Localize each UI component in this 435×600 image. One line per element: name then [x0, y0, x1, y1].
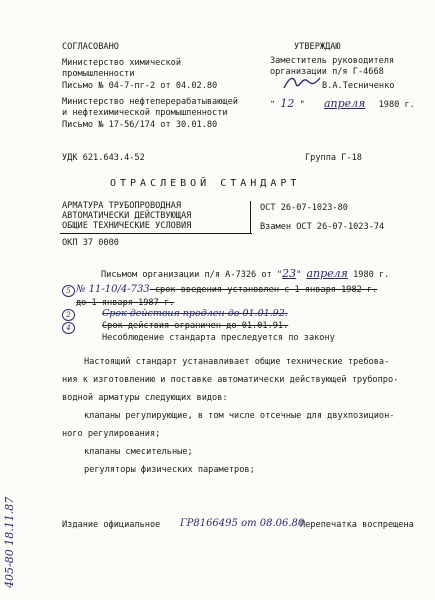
deputy-head: Заместитель руководителя [270, 56, 395, 66]
prosecution-note: Несоблюдение стандарта преследуется по закону [102, 333, 335, 343]
body-line: ного регулирования; [62, 429, 161, 439]
approved-heading: УТВЕРЖДАЮ [294, 42, 341, 52]
title-line-3: ОБЩИЕ ТЕХНИЧЕСКИЕ УСЛОВИЯ [62, 221, 192, 231]
ministry-oil: Министерство нефтеперерабатывающей [62, 97, 238, 107]
intro-letter: Письмом организации п/я А-7326 от "23" апреля 1980 г. [101, 267, 390, 280]
agreed-heading: СОГЛАСОВАНО [62, 42, 119, 52]
amendment-number: 2 [62, 309, 75, 321]
body-line: клапаны регулирующие, в том числе отсечные для двухпозицион- [84, 411, 395, 421]
ministry-oil-2: и нефтехимической промышленности [62, 108, 228, 118]
standard-heading: ОТРАСЛЕВОЙ СТАНДАРТ [110, 178, 301, 189]
amendment-line: Срок действия ограничен до 01.01.91. [102, 321, 289, 331]
title-divider [60, 233, 252, 234]
body-line: клапаны смесительные; [84, 447, 193, 457]
amendment-line: Срок действия продлен до 01.01.92. [102, 308, 288, 319]
udk: УДК 621.643.4-52 [62, 153, 145, 163]
body-line: регуляторы физических параметров; [84, 465, 255, 475]
reprint-forbidden: Перепечатка воспрещена [300, 520, 414, 530]
amendment-number: 4 [62, 322, 75, 334]
amendment-number: 5 [62, 285, 75, 297]
body-line: Настоящий стандарт устанавливает общие технические требова- [84, 357, 390, 367]
body-line: водной арматуры следующих видов: [62, 393, 228, 403]
ost-number: ОСТ 26-07-1023-80 [260, 203, 348, 213]
title-line-1: АРМАТУРА ТРУБОПРОВОДНАЯ [62, 201, 181, 211]
registration-handwritten: ГР8166495 от 08.06.80 [180, 518, 305, 529]
letter-chem: Письмо № 04-7-пг-2 от 04.02.80 [62, 81, 218, 91]
approval-date: " 12 " апреля 1980 г. [270, 97, 415, 110]
margin-handwritten-note: 405-80 18.11.87 [3, 496, 16, 588]
ministry-chem-2: промышленности [62, 69, 135, 79]
okp-code: ОКП 37 0000 [62, 238, 119, 248]
ministry-chem: Министерство химической [62, 58, 181, 68]
group: Группа Г-18 [305, 153, 362, 163]
official-edition: Издание официальное [62, 520, 161, 530]
signature-icon [282, 74, 322, 96]
amendment-line: № 11-10/4-733 срок введения установлен с 1 января 1982 г. [76, 284, 378, 295]
amendment-line: до 1 января 1987 г. [76, 298, 175, 308]
body-line: ния к изготовлению и поставке автоматически действующей трубопро- [62, 375, 399, 385]
title-line-2: АВТОМАТИЧЕСКИ ДЕЙСТВУЮЩАЯ [62, 211, 192, 221]
replaces-ost: Взамен ОСТ 26-07-1023-74 [260, 222, 385, 232]
letter-oil: Письмо № 17-56/174 от 30.01.80 [62, 120, 218, 130]
organization: организации п/я Г-4668 [270, 67, 384, 77]
signer-name: В.А.Тесниченко [322, 81, 395, 91]
